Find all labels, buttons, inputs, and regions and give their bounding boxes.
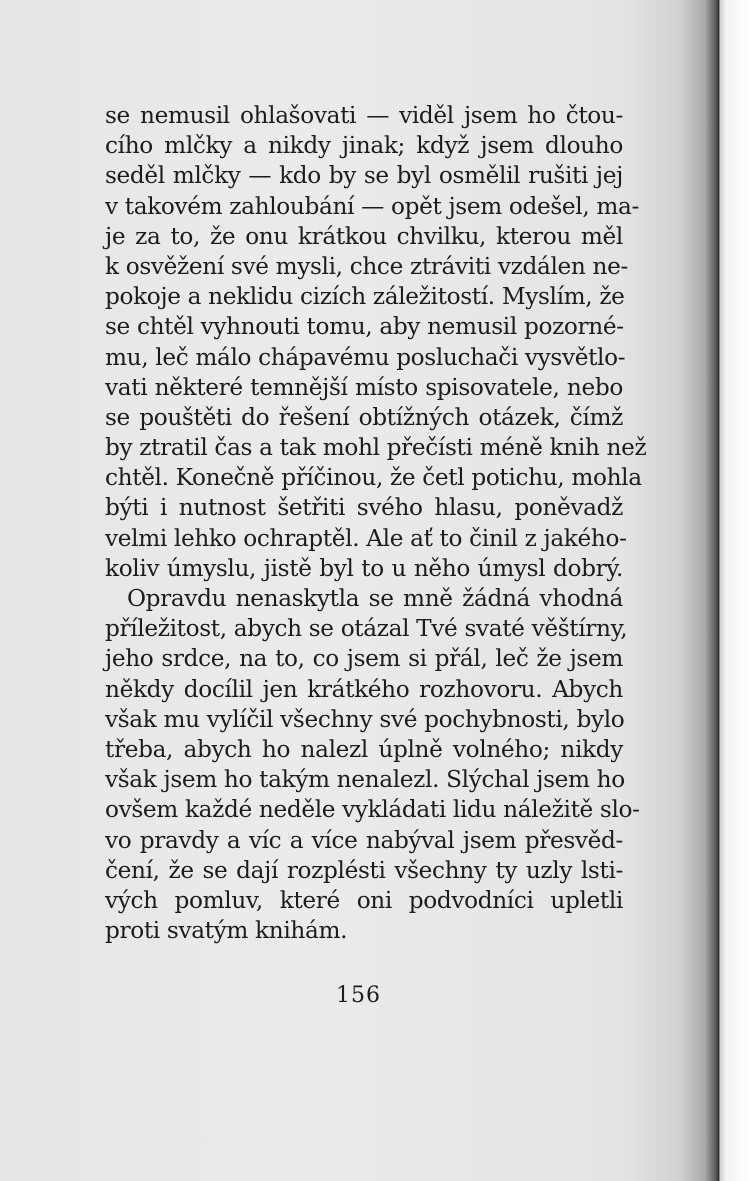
text-line: pokoje a neklidu cizích záležitostí. Myslím, že (105, 283, 625, 311)
text-line: vo pravdy a víc a více nabýval jsem přesvěd- (105, 826, 623, 854)
text-line: vati některé temnější místo spisovatele, nebo (105, 373, 623, 401)
text-line: cího mlčky a nikdy jinak; když jsem dlouho (105, 132, 623, 160)
paragraph-1 (105, 101, 647, 584)
text-line: by ztratil čas a tak mohl přečísti méně knih než (105, 434, 647, 462)
text-line: koliv úmyslu, jistě byl to u něho úmysl dobrý. (105, 554, 623, 582)
text-line: Opravdu nenaskytla se mně žádná vhodná (127, 585, 623, 612)
text-line: mu, leč málo chápavému posluchači vysvětlo- (105, 343, 626, 371)
page-number: 156 (336, 983, 381, 1008)
text-line: někdy docílil jen krátkého rozhovoru. Abych (105, 675, 623, 703)
text-line: se pouštěti do řešení obtížných otázek, čímž (105, 403, 623, 431)
text-line: v takovém zahloubání — opět jsem odešel, ma- (105, 192, 639, 220)
text-line: ovšem každé neděle vykládati lidu náležitě slo- (105, 796, 640, 824)
text-line: proti svatým knihám. (105, 917, 348, 945)
text-line: jeho srdce, na to, co jsem si přál, leč že jsem (105, 645, 623, 673)
text-line: seděl mlčky — kdo by se byl osmělil rušiti jej (105, 162, 623, 190)
text-line: je za to, že onu krátkou chvilku, kterou měl (105, 222, 623, 250)
text-line: býti i nutnost šetřiti svého hlasu, poněvadž (105, 494, 623, 522)
page-edge (720, 0, 753, 1181)
paragraph-2 (105, 584, 640, 946)
text-line: velmi lehko ochraptěl. Ale ať to činil z jakého- (105, 524, 627, 552)
text-line: však mu vylíčil všechny své pochybnosti, bylo (105, 705, 625, 733)
text-line: se chtěl vyhnouti tomu, aby nemusil pozorné- (105, 313, 624, 341)
text-line: vých pomluv, které oni podvodníci upletli (105, 886, 623, 914)
text-line: však jsem ho takým nenalezl. Slýchal jsem ho (105, 766, 625, 794)
text-line: se nemusil ohlašovati — viděl jsem ho čtou- (105, 102, 623, 129)
text-line: chtěl. Konečně příčinou, že četl potichu, mohla (105, 464, 642, 492)
text-line: čení, že se dají rozplésti všechny ty uzly lsti- (105, 856, 623, 884)
text-line: k osvěžení své mysli, chce ztráviti vzdálen ne- (105, 252, 628, 280)
text-line: třeba, abych ho nalezl úplně volného; nikdy (105, 735, 623, 763)
text-line: příležitost, abych se otázal Tvé svaté věštírny, (105, 615, 628, 643)
body-text (105, 101, 647, 946)
